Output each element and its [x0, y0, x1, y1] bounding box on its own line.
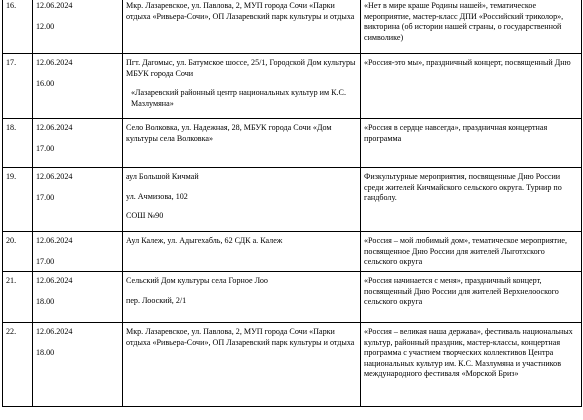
venue-address: Аул Калеж, ул. Адыгехабль, 62 СДК а. Калеж	[126, 236, 283, 245]
events-schedule-table	[2, 0, 582, 407]
event-date: 12.06.2024	[36, 1, 73, 10]
venue-organization: «Лазаревский районный центр национальных культур им К.С. Мазлумяна»	[131, 88, 346, 108]
row-number: 22.	[3, 323, 33, 407]
event-description: «Россия – великая наша держава», фестиваль национальных культур, районный праздник, мастер-классы, концертная программа с участием творческих коллективов Центра национальных культур им. К.С. Мазлумяна и участников международного фестиваля «Морской Бриз»	[364, 327, 573, 379]
row-number: 17.	[3, 54, 33, 119]
event-description-cell	[361, 323, 582, 407]
venue-address: Мкр. Лазаревское, ул. Павлова, 2, МУП города Сочи «Парки отдыха «Ривьера-Сочи», ОП Лазаревский парк культуры и отдыха	[126, 327, 355, 347]
event-description: «Нет в мире краше Родины нашей», тематическое мероприятие, мастер-класс ДПИ «Российский триколор», викторина (об истории нашей страны, о государственной символике)	[364, 1, 564, 42]
row-number: 16.	[3, 0, 33, 54]
venue-cell	[123, 54, 361, 119]
table-row	[3, 0, 582, 54]
event-date: 12.06.2024	[36, 58, 73, 67]
event-description-cell	[361, 0, 582, 54]
row-number: 21.	[3, 272, 33, 323]
event-time: 18.00	[36, 347, 55, 357]
date-time-cell	[33, 272, 123, 323]
row-number: 18.	[3, 119, 33, 168]
date-time-cell	[33, 0, 123, 54]
venue-street: ул. Ачмизова, 102	[126, 191, 188, 201]
table-row	[3, 232, 582, 272]
event-description-cell	[361, 119, 582, 168]
event-time: 17.00	[36, 192, 55, 202]
event-description: «Россия – мой любимый дом», тематическое мероприятие, посвященное Дню России для жителей Лыготхского сельского округа	[364, 236, 568, 267]
venue-cell	[123, 0, 361, 54]
date-time-cell	[33, 119, 123, 168]
venue-street: пер. Лооский, 2/1	[126, 295, 187, 305]
event-date: 12.06.2024	[36, 276, 73, 285]
event-description: Физкультурные мероприятия, посвященные Дню России среди жителей Кичмайского сельского округа. Турнир по гандболу.	[364, 172, 562, 203]
event-description: «Россия в сердце навсегда», праздничная концертная программа	[364, 123, 548, 143]
event-date: 12.06.2024	[36, 327, 73, 336]
venue-address: Пгт. Дагомыс, ул. Батумское шоссе, 25/1, Городской Дом культуры МБУК города Сочи	[126, 58, 356, 78]
table-row	[3, 323, 582, 407]
table-row	[3, 54, 582, 119]
venue-cell	[123, 232, 361, 272]
table-row	[3, 119, 582, 168]
event-description-cell	[361, 168, 582, 232]
venue-building: СОШ №90	[126, 211, 164, 221]
table-row	[3, 272, 582, 323]
venue-cell	[123, 119, 361, 168]
event-date: 12.06.2024	[36, 123, 73, 132]
date-time-cell	[33, 54, 123, 119]
venue-address: Мкр. Лазаревское, ул. Павлова, 2, МУП города Сочи «Парки отдыха «Ривьера-Сочи», ОП Лазаревский парк культуры и отдыха	[126, 1, 355, 21]
date-time-cell	[33, 323, 123, 407]
date-time-cell	[33, 232, 123, 272]
event-time: 12.00	[36, 21, 55, 31]
row-number: 19.	[3, 168, 33, 232]
venue-cell	[123, 323, 361, 407]
venue-cell	[123, 168, 361, 232]
event-date: 12.06.2024	[36, 236, 73, 245]
date-time-cell	[33, 168, 123, 232]
event-description-cell	[361, 232, 582, 272]
venue-address: Сельский Дом культуры села Горное Лоо	[126, 276, 268, 285]
event-description: «Россия начинается с меня», праздничный концерт, посвященный Дню России для жителей Верхнелооского сельского округа	[364, 276, 559, 307]
event-time: 17.00	[36, 143, 55, 153]
row-number: 20.	[3, 232, 33, 272]
venue-address: Село Волковка, ул. Надежная, 28, МБУК города Сочи «Дом культуры села Волковка»	[126, 123, 332, 143]
event-time: 16.00	[36, 78, 55, 88]
table-row	[3, 168, 582, 232]
event-description-cell	[361, 54, 582, 119]
event-description-cell	[361, 272, 582, 323]
event-time: 18.00	[36, 296, 55, 306]
event-date: 12.06.2024	[36, 172, 73, 181]
venue-cell	[123, 272, 361, 323]
event-time: 17.00	[36, 256, 55, 266]
venue-locality: аул Большой Кичмай	[126, 172, 199, 181]
event-description: «Россия-это мы», праздничный концерт, посвященный Дню	[364, 58, 571, 67]
